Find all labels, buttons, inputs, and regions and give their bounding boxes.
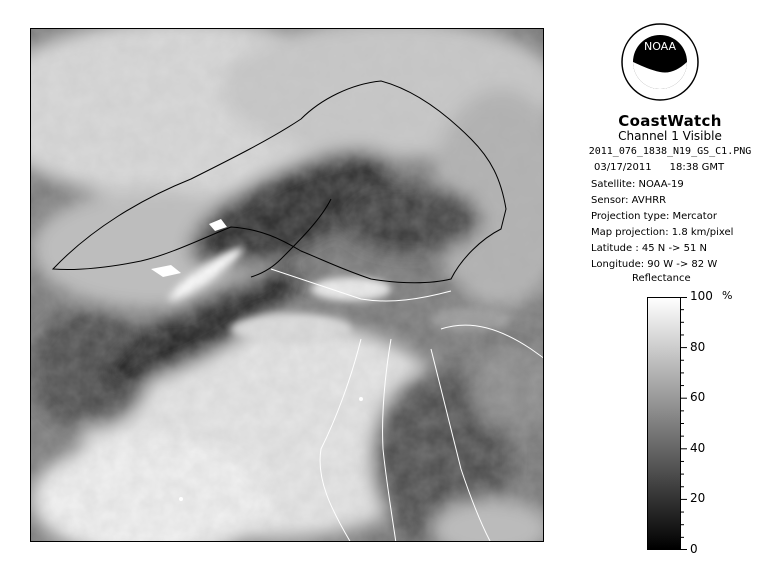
texture	[31, 29, 544, 542]
map-svg	[31, 29, 544, 542]
latitude-line: Latitude : 45 N -> 51 N	[591, 243, 707, 254]
colorbar-ticks	[681, 297, 741, 550]
time-value: 18:38 GMT	[669, 162, 725, 173]
colorbar	[647, 297, 681, 550]
satellite-map	[30, 28, 544, 542]
product-title: CoastWatch	[618, 112, 722, 130]
colorbar-label: Reflectance	[632, 273, 691, 284]
map-projection-line: Map projection: 1.8 km/pixel	[591, 227, 734, 238]
colorbar-tick-label: 60	[690, 390, 706, 405]
colorbar-tick-label: 100	[690, 289, 713, 303]
satellite-line: Satellite: NOAA-19	[591, 179, 684, 190]
logo-text: NOAA	[643, 40, 677, 53]
date-time	[594, 162, 724, 173]
colorbar-unit: %	[722, 289, 733, 302]
projection-type-line: Projection type: Mercator	[591, 211, 717, 222]
file-name: 2011_076_1838_N19_GS_C1.PNG	[588, 146, 752, 157]
colorbar-tick-label: 20	[690, 491, 706, 506]
date-value: 03/17/2011	[594, 162, 652, 173]
colorbar-tick-label: 40	[690, 440, 706, 455]
sensor-line: Sensor: AVHRR	[591, 195, 667, 206]
channel-label: Channel 1 Visible	[618, 129, 722, 143]
noaa-logo-svg	[620, 22, 700, 102]
colorbar-tick-label: 0	[690, 542, 698, 556]
longitude-line: Longitude: 90 W -> 82 W	[591, 259, 718, 270]
colorbar-tick-label: 80	[690, 339, 706, 354]
noaa-logo	[620, 22, 700, 102]
